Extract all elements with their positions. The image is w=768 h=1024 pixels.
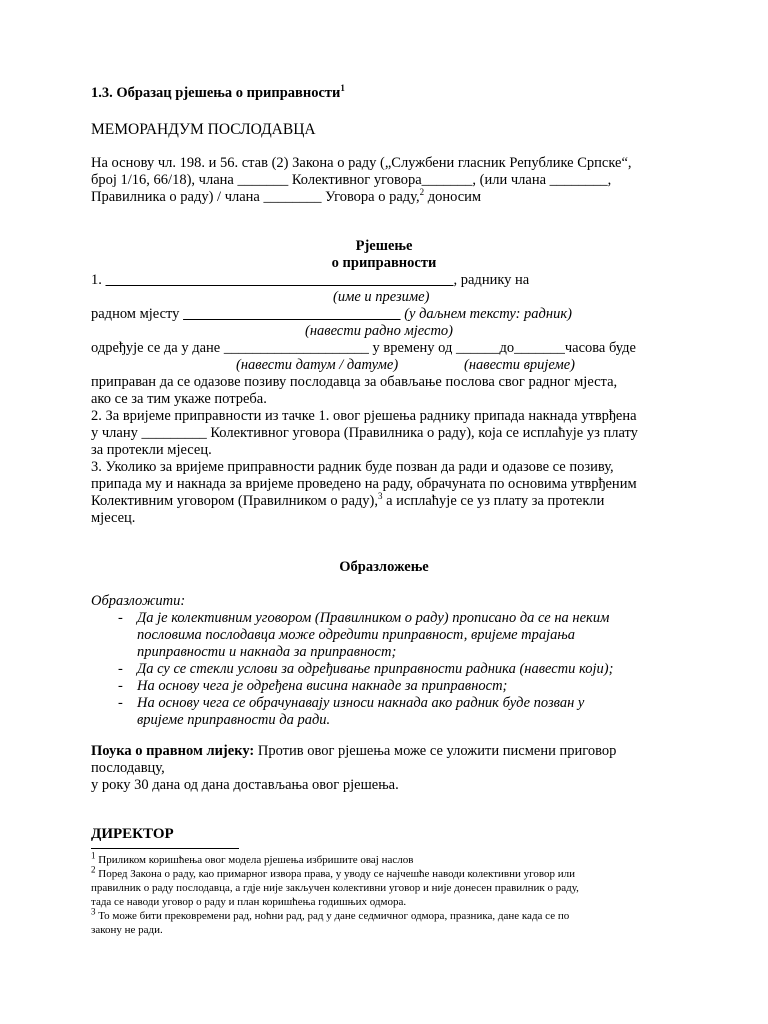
item2-line: 2. За вријеме приправности из тачке 1. овог рјешења раднику припада накнада утврђена xyxy=(91,408,637,424)
memorandum-title: МЕМОРАНДУМ ПОСЛОДАВЦА xyxy=(91,121,316,138)
hint-date: (навести датум / датуме) xyxy=(236,357,399,373)
item1-line: приправан да се одазове позиву послодавца за обављање послова свог радног мјеста, xyxy=(91,374,618,390)
preamble-line: На основу чл. 198. и 56. став (2) Закона о раду („Службени гласник Републике Српске“, xyxy=(91,155,632,171)
preamble-line: Правилника о раду) / члана ________ Уговора о раду,$^2$ доносим xyxy=(91,187,482,205)
hint-post: (навести радно мјесто) xyxy=(305,323,454,339)
bullet-dash: - xyxy=(118,678,123,694)
item3-line: мјесец. xyxy=(91,510,136,526)
name-blank xyxy=(106,272,454,288)
decision-title: Рјешење xyxy=(355,238,413,254)
section-heading: 1.3. Образац рјешења о приправности$^1$ xyxy=(91,83,345,101)
reasoning-bullet: вријеме приправности да ради. xyxy=(137,712,331,728)
reasoning-bullet: Да је колективним уговором (Правилником о раду) прописано да се на неким xyxy=(137,610,610,626)
reasoning-bullet: Да су се стекли услови за одређивање приправности радника (навести који); xyxy=(137,661,614,677)
item3-line: припада му и накнада за вријеме проведено на раду, обрачуната по основима утврђеним xyxy=(91,476,637,492)
footnote-line: закону не ради. xyxy=(91,924,163,936)
footnote: $^2$ Поред Закона о раду, као примарног извора права, у уводу се најчешће наводи колективни уговор или xyxy=(91,864,575,880)
reasoning-bullet: На основу чега је одређена висина накнаде за приправност; xyxy=(137,678,508,694)
item1-line: радном мјесту (у даљнем тексту: радник) xyxy=(91,306,572,322)
preamble-line: број 1/16, 66/18), члана _______ Колективног уговора_______, (или члана ________, xyxy=(91,172,612,188)
legal-remedy-line: у року 30 дана од дана достављања овог рјешења. xyxy=(91,777,399,793)
footnote-separator xyxy=(91,848,239,849)
item1-line: одређује се да у дане ____________________ у времену од ______до_______часова буде xyxy=(91,340,636,356)
bullet-dash: - xyxy=(118,610,123,626)
reasoning-bullet: На основу чега се обрачунавају износи накнада ако радник буде позван у xyxy=(137,695,585,711)
footnote: $^3$ То може бити прековремени рад, ноћни рад, рад у дане седмичног одмора, празника, дане када се по xyxy=(91,906,570,922)
item1-line: ако се за тим укаже потреба. xyxy=(91,391,267,407)
item3-line: 3. Уколико за вријеме приправности радник буде позван да ради и одазове се позиву, xyxy=(91,459,614,475)
reasoning-bullet: приправности и накнада за приправност; xyxy=(137,644,397,660)
reasoning-title: Образложење xyxy=(339,559,429,575)
director-signature: ДИРЕКТОР xyxy=(91,826,174,842)
footnote: $^1$ Приликом коришћења овог модела рјешења избришите овај наслов xyxy=(91,850,414,866)
hint-name: (име и презиме) xyxy=(333,289,430,305)
item3-line: Колективним уговором (Правилником о раду),$^3$ а исплаћује се уз плату за протекли xyxy=(91,491,605,509)
decision-subtitle: о приправности xyxy=(331,255,437,271)
reasoning-intro: Образложити: xyxy=(91,593,186,609)
item2-line: за протекли мјесец. xyxy=(91,442,212,458)
item2-line: у члану _________ Колективног уговора (Правилника о раду), која се исплаћује уз плату xyxy=(91,425,638,441)
reasoning-bullet: пословима послодавца може одредити приправност, вријеме трајања xyxy=(137,627,575,643)
bullet-dash: - xyxy=(118,661,123,677)
legal-remedy: Поука о правном лијеку: Против овог рјешења може се уложити писмени приговор xyxy=(91,743,617,759)
footnote-line: правилник о раду послодавца, а гдје није закључен колективни уговор и није донесен правилник о раду, xyxy=(91,882,579,894)
item1-line: 1. , раднику на xyxy=(91,272,530,288)
hint-time: (навести вријеме) xyxy=(464,357,576,373)
footnote-line: тада се наводи уговор о раду и план коришћења годишњих одмора. xyxy=(91,896,407,908)
legal-remedy-line: послодавцу, xyxy=(91,760,165,776)
bullet-dash: - xyxy=(118,695,123,711)
post-blank xyxy=(183,306,401,322)
